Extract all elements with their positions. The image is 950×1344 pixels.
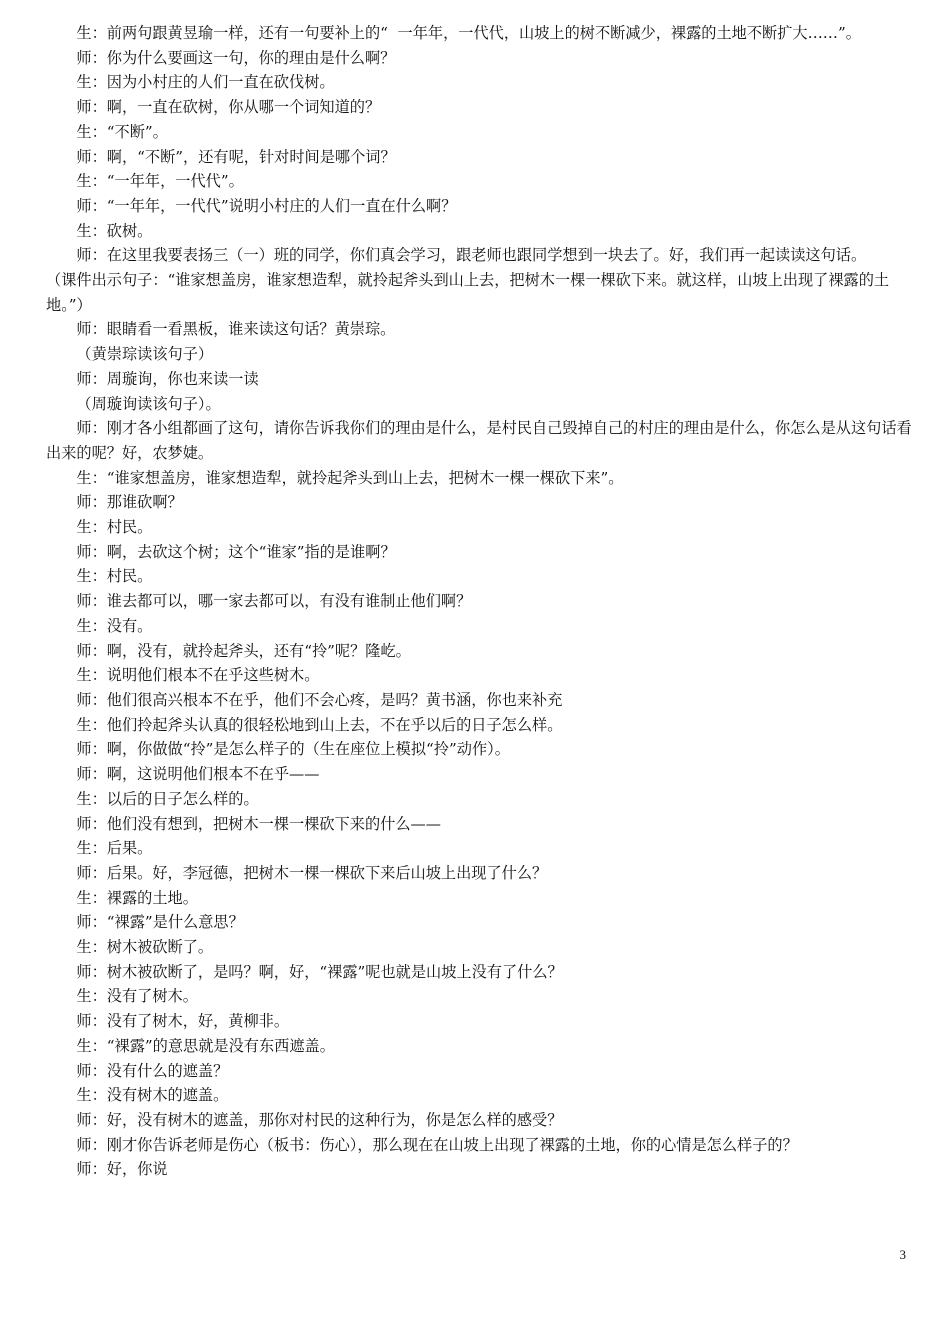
- dialogue-line: 师：好，你说: [76, 1160, 168, 1179]
- dialogue-line: 师：刚才各小组都画了这句，请你告诉我你们的理由是什么，是村民自己毁掉自己的村庄的理由是什么，你怎么是从这句话看出来的呢？好，农梦婕。: [46, 419, 912, 462]
- dialogue-line: 生：以后的日子怎么样的。: [76, 789, 259, 808]
- dialogue-line: 师：后果。好，李冠德，把树木一棵一棵砍下来后山坡上出现了什么？: [76, 863, 548, 882]
- dialogue-line: 生：因为小村庄的人们一直在砍伐树。: [76, 73, 335, 92]
- dialogue-line: （课件出示句子：“谁家想盖房，谁家想造犁，就拎起斧头到山上去，把树木一棵一棵砍下来。就这样，山坡上出现了裸露的土地。”）: [46, 271, 890, 314]
- dialogue-line: 师：他们没有想到，把树木一棵一棵砍下来的什么——: [76, 814, 441, 833]
- dialogue-line: 师：没有什么的遮盖？: [76, 1061, 229, 1080]
- dialogue-line: 生：“一年年，一代代”。: [76, 172, 244, 191]
- dialogue-line: 生：砍树。: [76, 221, 153, 240]
- dialogue-line: 生：没有了树木。: [76, 987, 198, 1006]
- dialogue-line: 生：后果。: [76, 839, 153, 858]
- page-number: 3: [899, 1247, 906, 1262]
- document-body: [46, 21, 914, 1182]
- dialogue-line: 生：裸露的土地。: [76, 888, 198, 907]
- dialogue-line: 生：说明他们根本不在乎这些树木。: [76, 666, 320, 685]
- dialogue-line: 师：好，没有树木的遮盖，那你对村民的这种行为，你是怎么样的感受？: [76, 1110, 563, 1129]
- dialogue-line: 生：村民。: [76, 518, 153, 537]
- dialogue-line: 师：没有了树木，好，黄柳非。: [76, 1012, 290, 1031]
- dialogue-line: 生：他们拎起斧头认真的很轻松地到山上去，不在乎以后的日子怎么样。: [76, 715, 563, 734]
- dialogue-line: 生：“裸露”的意思就是没有东西遮盖。: [76, 1036, 335, 1055]
- dialogue-line: 师：啊，去砍这个树；这个“谁家”指的是谁啊？: [76, 542, 396, 561]
- dialogue-line: （黄崇琮读该句子）: [76, 345, 214, 364]
- dialogue-line: 师：啊，没有，就拎起斧头，还有“拎”呢？隆屹。: [76, 641, 411, 660]
- dialogue-line: 生：前两句跟黄昱瑜一样，还有一句要补上的“ 一年年，一代代，山坡上的树不断减少，裸露的土地不断扩大……”。: [76, 24, 861, 42]
- dialogue-line: 生：没有树木的遮盖。: [76, 1086, 229, 1105]
- dialogue-line: 生：树木被砍断了。: [76, 938, 214, 957]
- dialogue-line: 师：你为什么要画这一句，你的理由是什么啊？: [76, 48, 396, 67]
- dialogue-line: 师：“裸露”是什么意思？: [76, 913, 244, 932]
- dialogue-line: 师：那谁砍啊？: [76, 493, 183, 512]
- dialogue-line: 师：在这里我要表扬三（一）班的同学，你们真会学习，跟老师也跟同学想到一块去了。好，我们再一起读读这句话。: [76, 246, 867, 265]
- dialogue-line: 师：啊，你做做“拎”是怎么样子的（生在座位上模拟“拎”动作）。: [76, 740, 510, 759]
- dialogue-line: 师：啊，这说明他们根本不在乎——: [76, 765, 320, 784]
- dialogue-line: 师：树木被砍断了，是吗？啊，好，“裸露”呢也就是山坡上没有了什么？: [76, 962, 563, 981]
- dialogue-line: （周璇询读该句子）。: [76, 394, 221, 413]
- dialogue-line: 师：周璇询，你也来读一读: [76, 369, 259, 388]
- dialogue-line: 师：谁去都可以，哪一家去都可以，有没有谁制止他们啊？: [76, 592, 472, 611]
- dialogue-line: 师：眼睛看一看黑板，谁来读这句话？黄崇琮。: [76, 320, 396, 339]
- dialogue-line: 师：啊，“不断”，还有呢，针对时间是哪个词？: [76, 147, 396, 166]
- dialogue-line: 生：“谁家想盖房，谁家想造犁，就拎起斧头到山上去，把树木一棵一棵砍下来”。: [76, 468, 624, 487]
- dialogue-line: 生：“不断”。: [76, 122, 168, 141]
- dialogue-line: 师：啊，一直在砍树，你从哪一个词知道的？: [76, 98, 381, 117]
- dialogue-line: 师：“一年年，一代代”说明小村庄的人们一直在什么啊？: [76, 196, 457, 215]
- dialogue-line: 生：没有。: [76, 616, 153, 635]
- dialogue-line: 师：他们很高兴根本不在乎，他们不会心疼，是吗？黄书涵，你也来补充: [76, 690, 563, 709]
- dialogue-line: 师：刚才你告诉老师是伤心（板书：伤心），那么现在在山坡上出现了裸露的土地，你的心情是怎么样子的？: [76, 1135, 798, 1154]
- dialogue-line: 生：村民。: [76, 567, 153, 586]
